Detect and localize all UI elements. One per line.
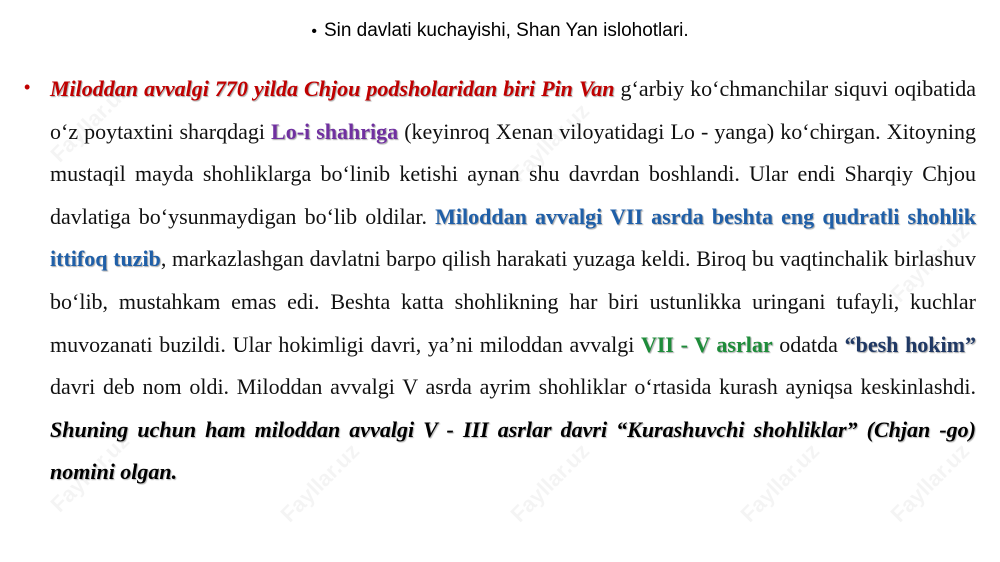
body-paragraph [50,68,976,494]
highlight-green-phrase: VII - V asrlar [640,331,773,357]
text-segment: davri deb nom oldi. Miloddan avvalgi V asrda ayrim shohliklar o‘rtasida kurash ayniqsa keskinlashdi. [50,374,976,400]
text-segment: , markazlashgan davlatni barpo qilish harakati yuzaga keldi. Biroq bu vaqtinchalik birlashuv bo‘lib, mustahkam emas edi. Beshta katta shohlikning har biri ustunlikka uringani tufayli, kuchlar muvozanati buzildi. Ular hokimligi davri, ya’ni miloddan avvalgi [50,246,976,357]
highlight-blue-phrase: Miloddan avvalgi VII asrda beshta eng qudratli shohlik ittifoq tuzib [50,203,976,272]
highlight-red-phrase: Miloddan avvalgi 770 yilda Chjou podsholaridan biri Pin Van [50,76,615,101]
highlight-purple-phrase: Lo-i shahriga [271,118,399,144]
slide-title-text: Sin davlati kuchayishi, Shan Yan islohotlari. [323,20,689,41]
text-segment: (keyinroq Xenan viloyatidagi Lo - yanga) ko‘chirgan. Xitoyning mustaqil mayda shohliklarga bo‘linib ketishi aynan shu davrdan boshlandi. Ular endi Sharqiy Chjou davlatiga bo‘ysunmaydigan bo‘lib oldilar. [50,118,976,229]
text-segment: g‘arbiy ko‘chmanchilar siquvi oqibatida o‘z poytaxtini sharqdagi [50,76,976,144]
bold-italic-conclusion: Shuning uchun ham miloddan avvalgi V - III asrlar davri “Kurashuvchi shohliklar” (Chjan -go) nomini olgan. [50,416,976,485]
bullet-icon: • [311,23,317,40]
bullet-icon: • [24,77,31,97]
text-segment: odatda [772,331,845,357]
slide-title [0,20,1000,42]
highlight-navy-phrase: “besh hokim” [844,331,976,357]
